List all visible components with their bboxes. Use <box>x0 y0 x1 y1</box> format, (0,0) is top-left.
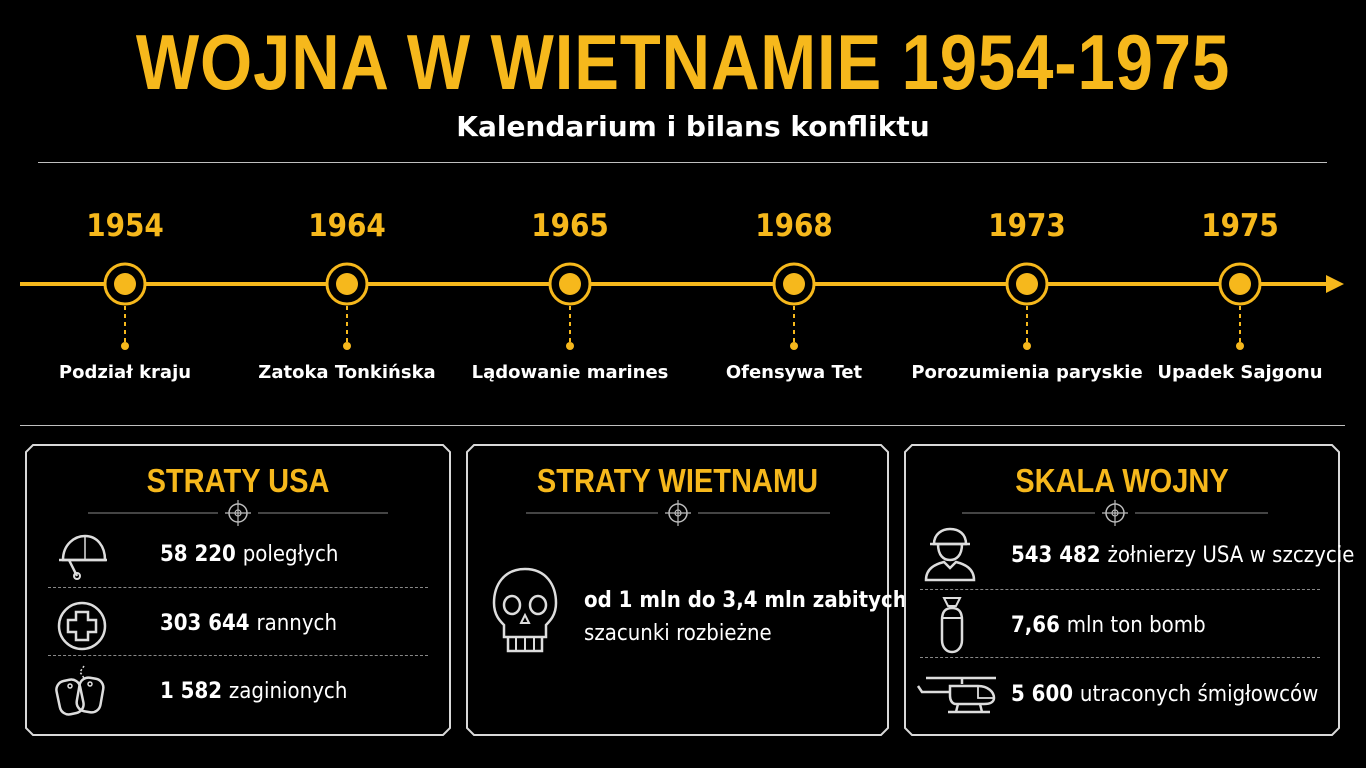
helicopter-icon <box>916 672 1002 716</box>
timeline-year: 1965 <box>531 208 609 244</box>
helmet-icon <box>55 532 109 582</box>
stat-smiglowce: 5 600 utraconych śmigłowców <box>1011 682 1319 707</box>
timeline <box>0 190 1366 390</box>
timeline-arrow-icon <box>1326 275 1344 293</box>
page-subtitle: Kalendarium i bilans konfliktu <box>456 110 930 143</box>
timeline-label: Lądowanie marines <box>471 362 669 383</box>
soldier-icon <box>922 526 978 582</box>
timeline-event <box>911 208 1142 383</box>
timeline-connector-dot <box>566 342 574 350</box>
bomb-icon <box>938 596 966 654</box>
timeline-label: Upadek Sajgonu <box>1157 362 1323 383</box>
top-divider <box>38 162 1327 163</box>
crosshair-divider <box>526 500 830 526</box>
timeline-label: Zatoka Tonkińska <box>258 362 436 383</box>
vietnam-casualties: od 1 mln do 3,4 mln zabitych <box>584 588 907 613</box>
timeline-event <box>1157 208 1322 383</box>
page-title: WOJNA W WIETNAMIE 1954-1975 <box>135 18 1231 106</box>
timeline-connector-dot <box>1023 342 1031 350</box>
timeline-year: 1973 <box>988 208 1066 244</box>
timeline-connector-dot <box>121 342 129 350</box>
row-divider <box>920 589 1320 590</box>
timeline-event <box>59 208 191 383</box>
dog-tags-icon <box>54 662 110 720</box>
stat-bomby: 7,66 mln ton bomb <box>1011 613 1206 638</box>
panel-title-straty-usa: STRATY USA <box>146 462 330 499</box>
timeline-year: 1954 <box>86 208 164 244</box>
row-divider <box>48 655 428 656</box>
timeline-marker-dot <box>114 273 136 295</box>
timeline-year: 1975 <box>1201 208 1279 244</box>
skull-icon <box>490 565 560 661</box>
timeline-event <box>472 208 669 383</box>
timeline-connector-dot <box>1236 342 1244 350</box>
timeline-label: Podział kraju <box>58 362 192 383</box>
medical-cross-icon <box>56 600 108 652</box>
timeline-marker-dot <box>559 273 581 295</box>
timeline-marker-dot <box>336 273 358 295</box>
timeline-year: 1968 <box>755 208 833 244</box>
timeline-connector-dot <box>790 342 798 350</box>
timeline-marker-dot <box>783 273 805 295</box>
timeline-marker-dot <box>1016 273 1038 295</box>
middle-divider <box>20 425 1345 426</box>
timeline-connector-dot <box>343 342 351 350</box>
timeline-label: Ofensywa Tet <box>725 362 863 383</box>
stat-poleglych: 58 220 poległych <box>160 542 339 567</box>
timeline-year: 1964 <box>308 208 386 244</box>
row-divider <box>920 657 1320 658</box>
panel-title-straty-wietnamu: STRATY WIETNAMU <box>536 462 819 499</box>
timeline-label: Porozumienia paryskie <box>911 362 1143 383</box>
timeline-event <box>726 208 863 383</box>
row-divider <box>48 587 428 588</box>
crosshair-divider <box>962 500 1268 526</box>
stat-zolnierzy: 543 482 żołnierzy USA w szczycie <box>1011 543 1355 568</box>
panel-title-skala-wojny: SKALA WOJNY <box>1015 462 1229 499</box>
crosshair-divider <box>88 500 388 526</box>
stat-rannych: 303 644 rannych <box>160 611 338 636</box>
timeline-event <box>258 208 435 383</box>
timeline-marker-dot <box>1229 273 1251 295</box>
vietnam-casualties-note: szacunki rozbieżne <box>584 621 772 646</box>
stat-zaginionych: 1 582 zaginionych <box>160 679 348 704</box>
